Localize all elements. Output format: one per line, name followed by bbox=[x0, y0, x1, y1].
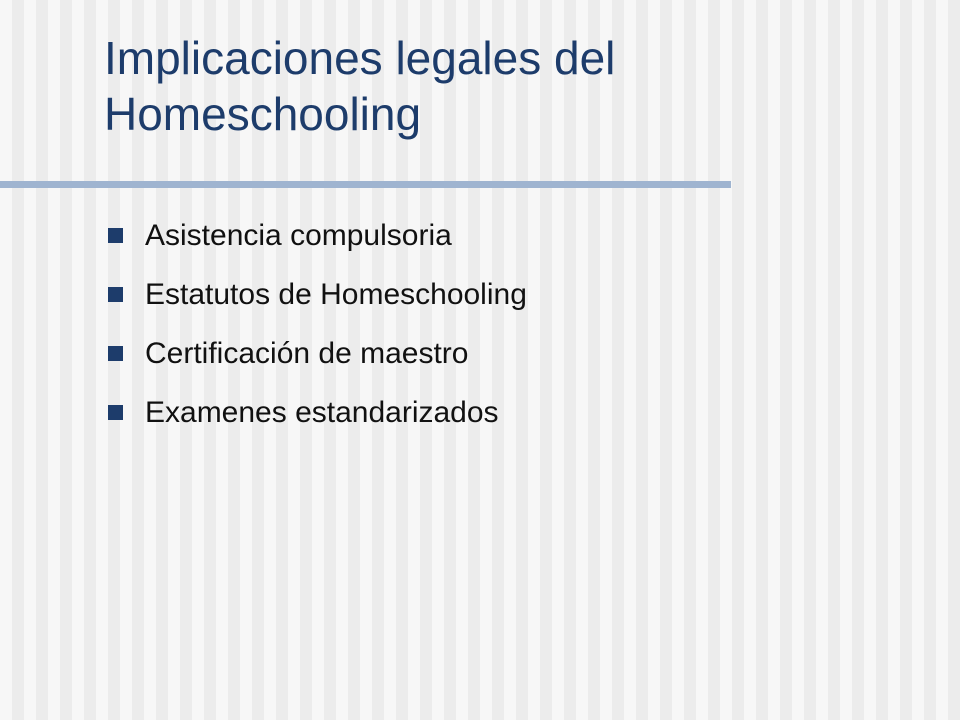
square-bullet-icon bbox=[108, 405, 123, 420]
bullet-item bbox=[108, 324, 527, 383]
bullet-item bbox=[108, 206, 527, 265]
bullet-text: Certificación de maestro bbox=[145, 336, 469, 370]
bullet-list bbox=[108, 206, 527, 442]
bullet-text: Estatutos de Homeschooling bbox=[145, 277, 527, 311]
bullet-text: Examenes estandarizados bbox=[145, 395, 499, 429]
square-bullet-icon bbox=[108, 228, 123, 243]
slide-title: Implicaciones legales del Homeschooling bbox=[104, 32, 616, 140]
title-divider bbox=[0, 181, 731, 188]
square-bullet-icon bbox=[108, 287, 123, 302]
bullet-item bbox=[108, 265, 527, 324]
square-bullet-icon bbox=[108, 346, 123, 361]
bullet-text: Asistencia compulsoria bbox=[145, 218, 452, 252]
bullet-item bbox=[108, 383, 527, 442]
